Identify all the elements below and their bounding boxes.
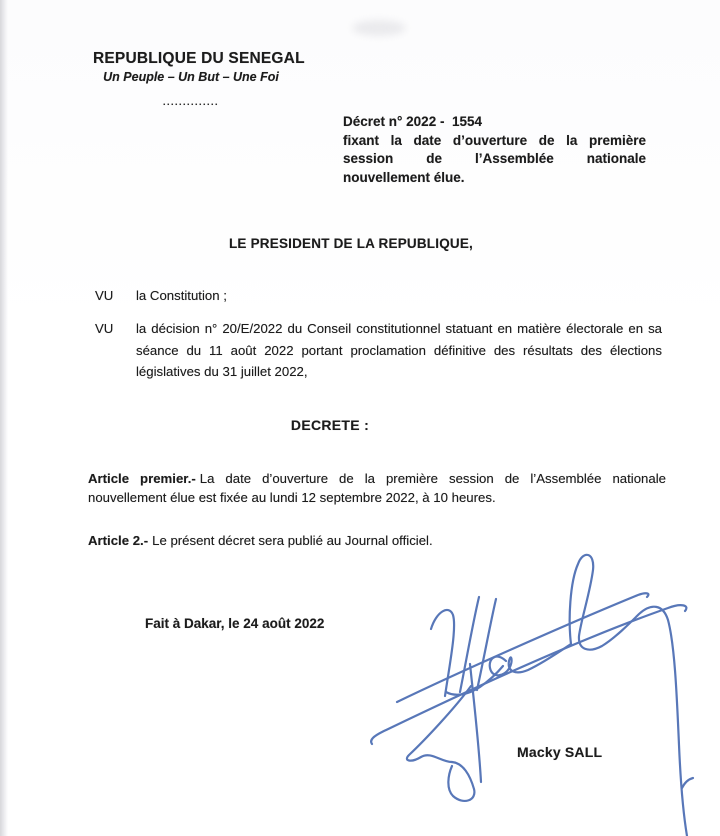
place-and-date: Fait à Dakar, le 24 août 2022 [145, 616, 325, 631]
visa-text: la Constitution ; [136, 288, 227, 303]
scan-smudge [352, 20, 406, 36]
visa-constitution [95, 285, 662, 307]
article-text: Le présent décret sera publié au Journal officiel. [152, 533, 433, 548]
decree-subject: fixant la date d’ouverture de la première session de l’Assemblée nationale nouvellement élue. [343, 132, 646, 185]
separator-dots: .............. [162, 97, 219, 107]
article-text: La date d’ouverture de la première session de l’Assemblée nationale nouvellement élue est fixée au lundi 12 septembre 2022, à 10 heures. [88, 471, 666, 505]
decree-title-block [343, 113, 646, 187]
salutation-line: LE PRESIDENT DE LA REPUBLIQUE, [228, 236, 474, 251]
visa-decision [95, 318, 662, 383]
visa-label: VU [95, 288, 114, 303]
visa-label: VU [95, 321, 114, 336]
national-motto: Un Peuple – Un But – Une Foi [103, 70, 279, 84]
decree-number: Décret n° 2022 - 1554 [343, 114, 482, 129]
signatory-name: Macky SALL [517, 744, 603, 760]
visa-text: la décision n° 20/E/2022 du Conseil constitutionnel statuant en matière électorale en sa séance du 11 août 2022 portant proclamation définitive des résultats des élections législatives du 31 juillet 2022, [136, 321, 662, 379]
signature-strokes [371, 555, 693, 836]
article-label: Article 2.- [88, 533, 149, 548]
country-title: REPUBLIQUE DU SENEGAL [93, 50, 305, 67]
article-premier [88, 469, 666, 507]
enacting-heading: DECRETE : [290, 417, 370, 433]
article-label: Article premier.- [88, 471, 196, 486]
article-2 [88, 531, 666, 550]
letterhead [93, 50, 305, 107]
